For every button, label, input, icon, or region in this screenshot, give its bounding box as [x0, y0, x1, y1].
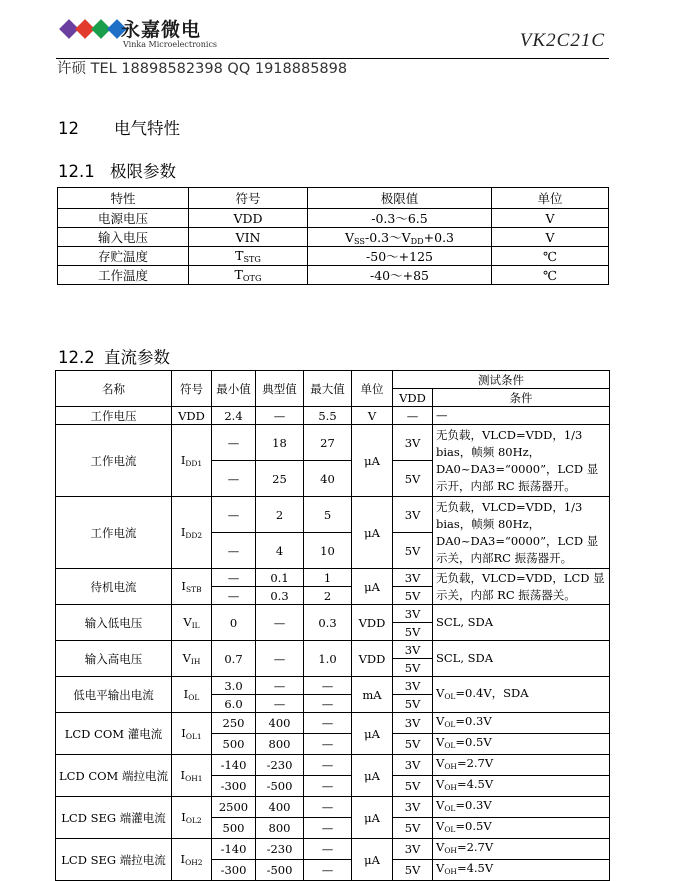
table-row [56, 755, 610, 776]
cell-unit: μA [352, 713, 393, 755]
brand-name-cn: 永嘉微电 [121, 19, 202, 41]
cell-unit: ℃ [492, 247, 609, 266]
symbol-main: I [181, 810, 186, 824]
cell-typ: — [256, 677, 304, 695]
header-cell: 测试条件 [393, 371, 610, 389]
cond-main: V [436, 819, 445, 833]
cell-typ: -500 [256, 776, 304, 797]
symbol-subscript: OL [188, 693, 200, 702]
cell-vdd: 3V [393, 569, 433, 587]
cell-min: — [212, 533, 256, 569]
cond-rest: =4.5V [456, 861, 494, 875]
section-heading-12 [58, 115, 180, 139]
model-number: VK2C21C [519, 30, 605, 51]
cell-name: LCD SEG 端拉电流 [56, 839, 172, 881]
symbol-main: I [180, 525, 186, 539]
contact-line: 许硕 TEL 18898582398 QQ 1918885898 [57, 61, 348, 77]
symbol-main: I [181, 579, 186, 593]
table-row [56, 497, 610, 533]
cond-main: V [436, 735, 445, 749]
table-header-row [56, 371, 610, 389]
cell-vdd: 5V [393, 533, 433, 569]
cell-name: 电源电压 [58, 209, 189, 228]
table-row [56, 641, 610, 659]
cell-max: 1.0 [304, 641, 352, 677]
cell-name: 低电平输出电流 [56, 677, 172, 713]
cell-min: -300 [212, 776, 256, 797]
cell-min: — [212, 569, 256, 587]
cell-name: 工作电流 [56, 425, 172, 497]
cell-min: — [212, 497, 256, 533]
cell-typ: 2 [256, 497, 304, 533]
cell-name: 输入高电压 [56, 641, 172, 677]
cell-value: -50～+125 [308, 247, 492, 266]
cell-max: 1 [304, 569, 352, 587]
symbol-main: V [183, 615, 192, 629]
cell-name: 工作电流 [56, 497, 172, 569]
section-title: 电气特性 [114, 119, 180, 138]
cell-vdd: 3V [393, 425, 433, 461]
cell-value: -40～+85 [308, 266, 492, 285]
cell-value [308, 228, 492, 247]
cond-main: V [436, 861, 445, 875]
symbol-main: I [183, 687, 189, 701]
symbol-subscript: IL [191, 621, 200, 630]
cell-name: 待机电流 [56, 569, 172, 605]
cell-typ: — [256, 641, 304, 677]
cell-unit: μA [352, 425, 393, 497]
cond-main: V [436, 840, 445, 854]
cell-symbol [172, 641, 212, 677]
cell-symbol [172, 755, 212, 797]
cond-rest: =0.3V [455, 714, 492, 728]
cell-max: 0.3 [304, 605, 352, 641]
cell-max: 27 [304, 425, 352, 461]
symbol-main: I [180, 852, 186, 866]
table-row [56, 407, 610, 425]
cell-min: — [212, 587, 256, 605]
cell-typ: 800 [256, 818, 304, 839]
cell-condition [433, 755, 610, 776]
cell-max: 2 [304, 587, 352, 605]
cell-name: 存贮温度 [58, 247, 189, 266]
cell-vdd: 5V [393, 587, 433, 605]
cell-symbol: VDD [189, 209, 308, 228]
cell-typ: — [256, 407, 304, 425]
cell-vdd: 3V [393, 605, 433, 623]
brand-name-en: Vinka Microelectronics [123, 40, 218, 49]
cell-typ: 400 [256, 713, 304, 734]
table-row [56, 797, 610, 818]
section-title: 直流参数 [104, 348, 170, 367]
symbol-subscript: DD1 [185, 459, 203, 468]
cell-vdd: 5V [393, 734, 433, 755]
cell-symbol [172, 713, 212, 755]
cell-condition [433, 776, 610, 797]
cell-typ: 18 [256, 425, 304, 461]
cell-name: LCD SEG 端灌电流 [56, 797, 172, 839]
table-header-row [58, 188, 609, 209]
cell-symbol [189, 247, 308, 266]
cell-min: 6.0 [212, 695, 256, 713]
cell-max: 40 [304, 461, 352, 497]
symbol-subscript: STG [243, 254, 261, 264]
value-subscript: DD [410, 236, 424, 246]
cell-min: 3.0 [212, 677, 256, 695]
cell-unit: VDD [352, 641, 393, 677]
cell-vdd: 5V [393, 695, 433, 713]
cell-max: — [304, 734, 352, 755]
cell-min: 500 [212, 818, 256, 839]
cell-condition: 无负载，VLCD=VDD，1/3 bias，帧频 80Hz，DA0~DA3=“0000”，LCD 显示开，内部 RC 振荡器开。 [433, 425, 610, 497]
cell-max: — [304, 677, 352, 695]
cell-unit: ℃ [492, 266, 609, 285]
header-cell: 名称 [56, 371, 172, 407]
section-heading-12-1 [58, 158, 176, 182]
cell-vdd: 3V [393, 713, 433, 734]
cond-subscript: OL [444, 804, 456, 813]
header-cell: 单位 [492, 188, 609, 209]
cond-subscript: OH [444, 762, 457, 771]
symbol-main: T [235, 248, 244, 263]
cell-min: 0 [212, 605, 256, 641]
cell-condition [433, 734, 610, 755]
cell-min: -140 [212, 839, 256, 860]
cond-main: V [436, 798, 445, 812]
cell-min: 0.7 [212, 641, 256, 677]
cell-vdd: 3V [393, 839, 433, 860]
cell-condition: 无负载，VLCD=VDD，1/3 bias，帧频 80Hz，DA0~DA3=“0000”，LCD 显示关，内部RC 振荡器开。 [433, 497, 610, 569]
cond-subscript: OH [444, 867, 457, 876]
cell-unit: V [492, 209, 609, 228]
cond-subscript: OL [444, 825, 456, 834]
cell-vdd: — [393, 407, 433, 425]
cell-min: 2.4 [212, 407, 256, 425]
header-cell: 最小值 [212, 371, 256, 407]
cell-condition: SCL, SDA [433, 605, 610, 641]
header-cell: 条件 [433, 389, 610, 407]
cell-unit: μA [352, 755, 393, 797]
symbol-subscript: STB [185, 585, 202, 594]
header-cell: 特性 [58, 188, 189, 209]
cond-rest: =0.5V [455, 735, 492, 749]
cond-rest: =2.7V [456, 840, 494, 854]
cell-vdd: 5V [393, 659, 433, 677]
cell-vdd: 5V [393, 860, 433, 881]
value-part: V [344, 230, 355, 245]
cell-unit: mA [352, 677, 393, 713]
symbol-main: I [181, 726, 186, 740]
cond-rest: =4.5V [456, 777, 494, 791]
cell-vdd: 3V [393, 497, 433, 533]
cell-vdd: 3V [393, 641, 433, 659]
cell-condition [433, 818, 610, 839]
cell-condition [433, 860, 610, 881]
cell-unit: VDD [352, 605, 393, 641]
cell-typ: 800 [256, 734, 304, 755]
symbol-subscript: OL2 [185, 816, 202, 825]
cell-symbol [189, 266, 308, 285]
symbol-subscript: DD2 [185, 531, 203, 540]
cell-typ: 0.3 [256, 587, 304, 605]
symbol-subscript: OL1 [185, 732, 202, 741]
table-row [56, 677, 610, 695]
cell-condition: SCL, SDA [433, 641, 610, 677]
section-heading-12-2 [58, 344, 170, 368]
cell-min: — [212, 425, 256, 461]
table-row [56, 605, 610, 623]
cell-max: — [304, 839, 352, 860]
table-row [58, 209, 609, 228]
table-row [58, 247, 609, 266]
cell-symbol [172, 797, 212, 839]
cell-unit: μA [352, 497, 393, 569]
page-header [0, 0, 677, 80]
symbol-subscript: IH [190, 657, 201, 666]
cell-symbol [172, 497, 212, 569]
cell-symbol [172, 839, 212, 881]
cond-main: V [436, 756, 445, 770]
cell-typ: -230 [256, 839, 304, 860]
header-cell: 典型值 [256, 371, 304, 407]
cell-symbol [172, 605, 212, 641]
cond-main: V [436, 714, 445, 728]
cell-max: 5 [304, 497, 352, 533]
cell-condition: 无负载，VLCD=VDD，LCD 显示关，内部 RC 振荡器关。 [433, 569, 610, 605]
cell-max: 10 [304, 533, 352, 569]
header-cell: 最大值 [304, 371, 352, 407]
cell-typ: 400 [256, 797, 304, 818]
header-cell: 极限值 [308, 188, 492, 209]
table-row [56, 713, 610, 734]
symbol-main: V [182, 651, 191, 665]
cell-vdd: 3V [393, 797, 433, 818]
section-title: 极限参数 [110, 162, 176, 181]
cell-symbol [172, 569, 212, 605]
cell-min: 2500 [212, 797, 256, 818]
cell-name: 工作温度 [58, 266, 189, 285]
vinka-logo-icon [58, 14, 130, 50]
symbol-subscript: OH1 [185, 774, 203, 783]
cell-unit: V [492, 228, 609, 247]
symbol-subscript: OH2 [185, 858, 203, 867]
cell-max: — [304, 755, 352, 776]
cond-subscript: OL [444, 720, 456, 729]
cell-max: — [304, 797, 352, 818]
cell-min: 500 [212, 734, 256, 755]
cell-name: 工作电压 [56, 407, 172, 425]
header-cell: 符号 [189, 188, 308, 209]
cell-symbol [172, 677, 212, 713]
cell-max: — [304, 713, 352, 734]
cell-value: -0.3～6.5 [308, 209, 492, 228]
cell-vdd: 5V [393, 818, 433, 839]
cond-main: V [436, 685, 445, 700]
cond-subscript: OH [444, 783, 457, 792]
cell-symbol: VIN [189, 228, 308, 247]
section-number: 12 [58, 119, 79, 138]
cell-max: — [304, 776, 352, 797]
cell-unit: μA [352, 569, 393, 605]
header-cell: 符号 [172, 371, 212, 407]
value-part: +0.3 [423, 230, 454, 245]
cond-subscript: OH [444, 846, 457, 855]
cond-main: V [436, 777, 445, 791]
cell-condition [433, 839, 610, 860]
header-cell: VDD [393, 389, 433, 407]
table-row [58, 266, 609, 285]
cell-min: — [212, 461, 256, 497]
cond-subscript: OL [444, 691, 456, 701]
absolute-max-table [57, 187, 609, 285]
cell-name: LCD COM 灌电流 [56, 713, 172, 755]
cell-typ: — [256, 695, 304, 713]
cell-max: — [304, 860, 352, 881]
symbol-main: I [180, 768, 186, 782]
cell-symbol [172, 425, 212, 497]
cell-typ: — [256, 605, 304, 641]
cell-vdd: 5V [393, 623, 433, 641]
cell-condition [433, 797, 610, 818]
value-subscript: SS [354, 236, 365, 246]
cell-name: LCD COM 端拉电流 [56, 755, 172, 797]
symbol-main: T [234, 267, 243, 282]
cond-rest: =0.5V [455, 819, 492, 833]
dc-characteristics-table [55, 370, 610, 881]
cond-rest: =2.7V [456, 756, 494, 770]
cell-symbol: VDD [172, 407, 212, 425]
cell-vdd: 3V [393, 755, 433, 776]
cell-typ: 25 [256, 461, 304, 497]
table-row [56, 425, 610, 461]
cond-rest: =0.4V，SDA [455, 685, 529, 700]
value-part: -0.3～V [364, 230, 411, 245]
section-number: 12.1 [58, 162, 95, 181]
cell-typ: 0.1 [256, 569, 304, 587]
cond-subscript: OL [444, 741, 456, 750]
cell-condition: — [433, 407, 610, 425]
cell-unit: V [352, 407, 393, 425]
cell-condition [433, 677, 610, 713]
cell-min: -140 [212, 755, 256, 776]
symbol-subscript: OTG [242, 273, 262, 283]
cell-name: 输入低电压 [56, 605, 172, 641]
cell-condition [433, 713, 610, 734]
cell-typ: -500 [256, 860, 304, 881]
cell-typ: 4 [256, 533, 304, 569]
cell-max: 5.5 [304, 407, 352, 425]
cell-name: 输入电压 [58, 228, 189, 247]
cell-min: 250 [212, 713, 256, 734]
cell-max: — [304, 695, 352, 713]
symbol-main: I [180, 453, 186, 467]
table-row [56, 569, 610, 587]
cond-rest: =0.3V [455, 798, 492, 812]
cell-unit: μA [352, 839, 393, 881]
table-row [58, 228, 609, 247]
table-row [56, 839, 610, 860]
cell-min: -300 [212, 860, 256, 881]
cell-vdd: 5V [393, 461, 433, 497]
cell-vdd: 5V [393, 776, 433, 797]
section-number: 12.2 [58, 348, 95, 367]
cell-vdd: 3V [393, 677, 433, 695]
cell-max: — [304, 818, 352, 839]
header-cell: 单位 [352, 371, 393, 407]
cell-unit: μA [352, 797, 393, 839]
cell-typ: -230 [256, 755, 304, 776]
